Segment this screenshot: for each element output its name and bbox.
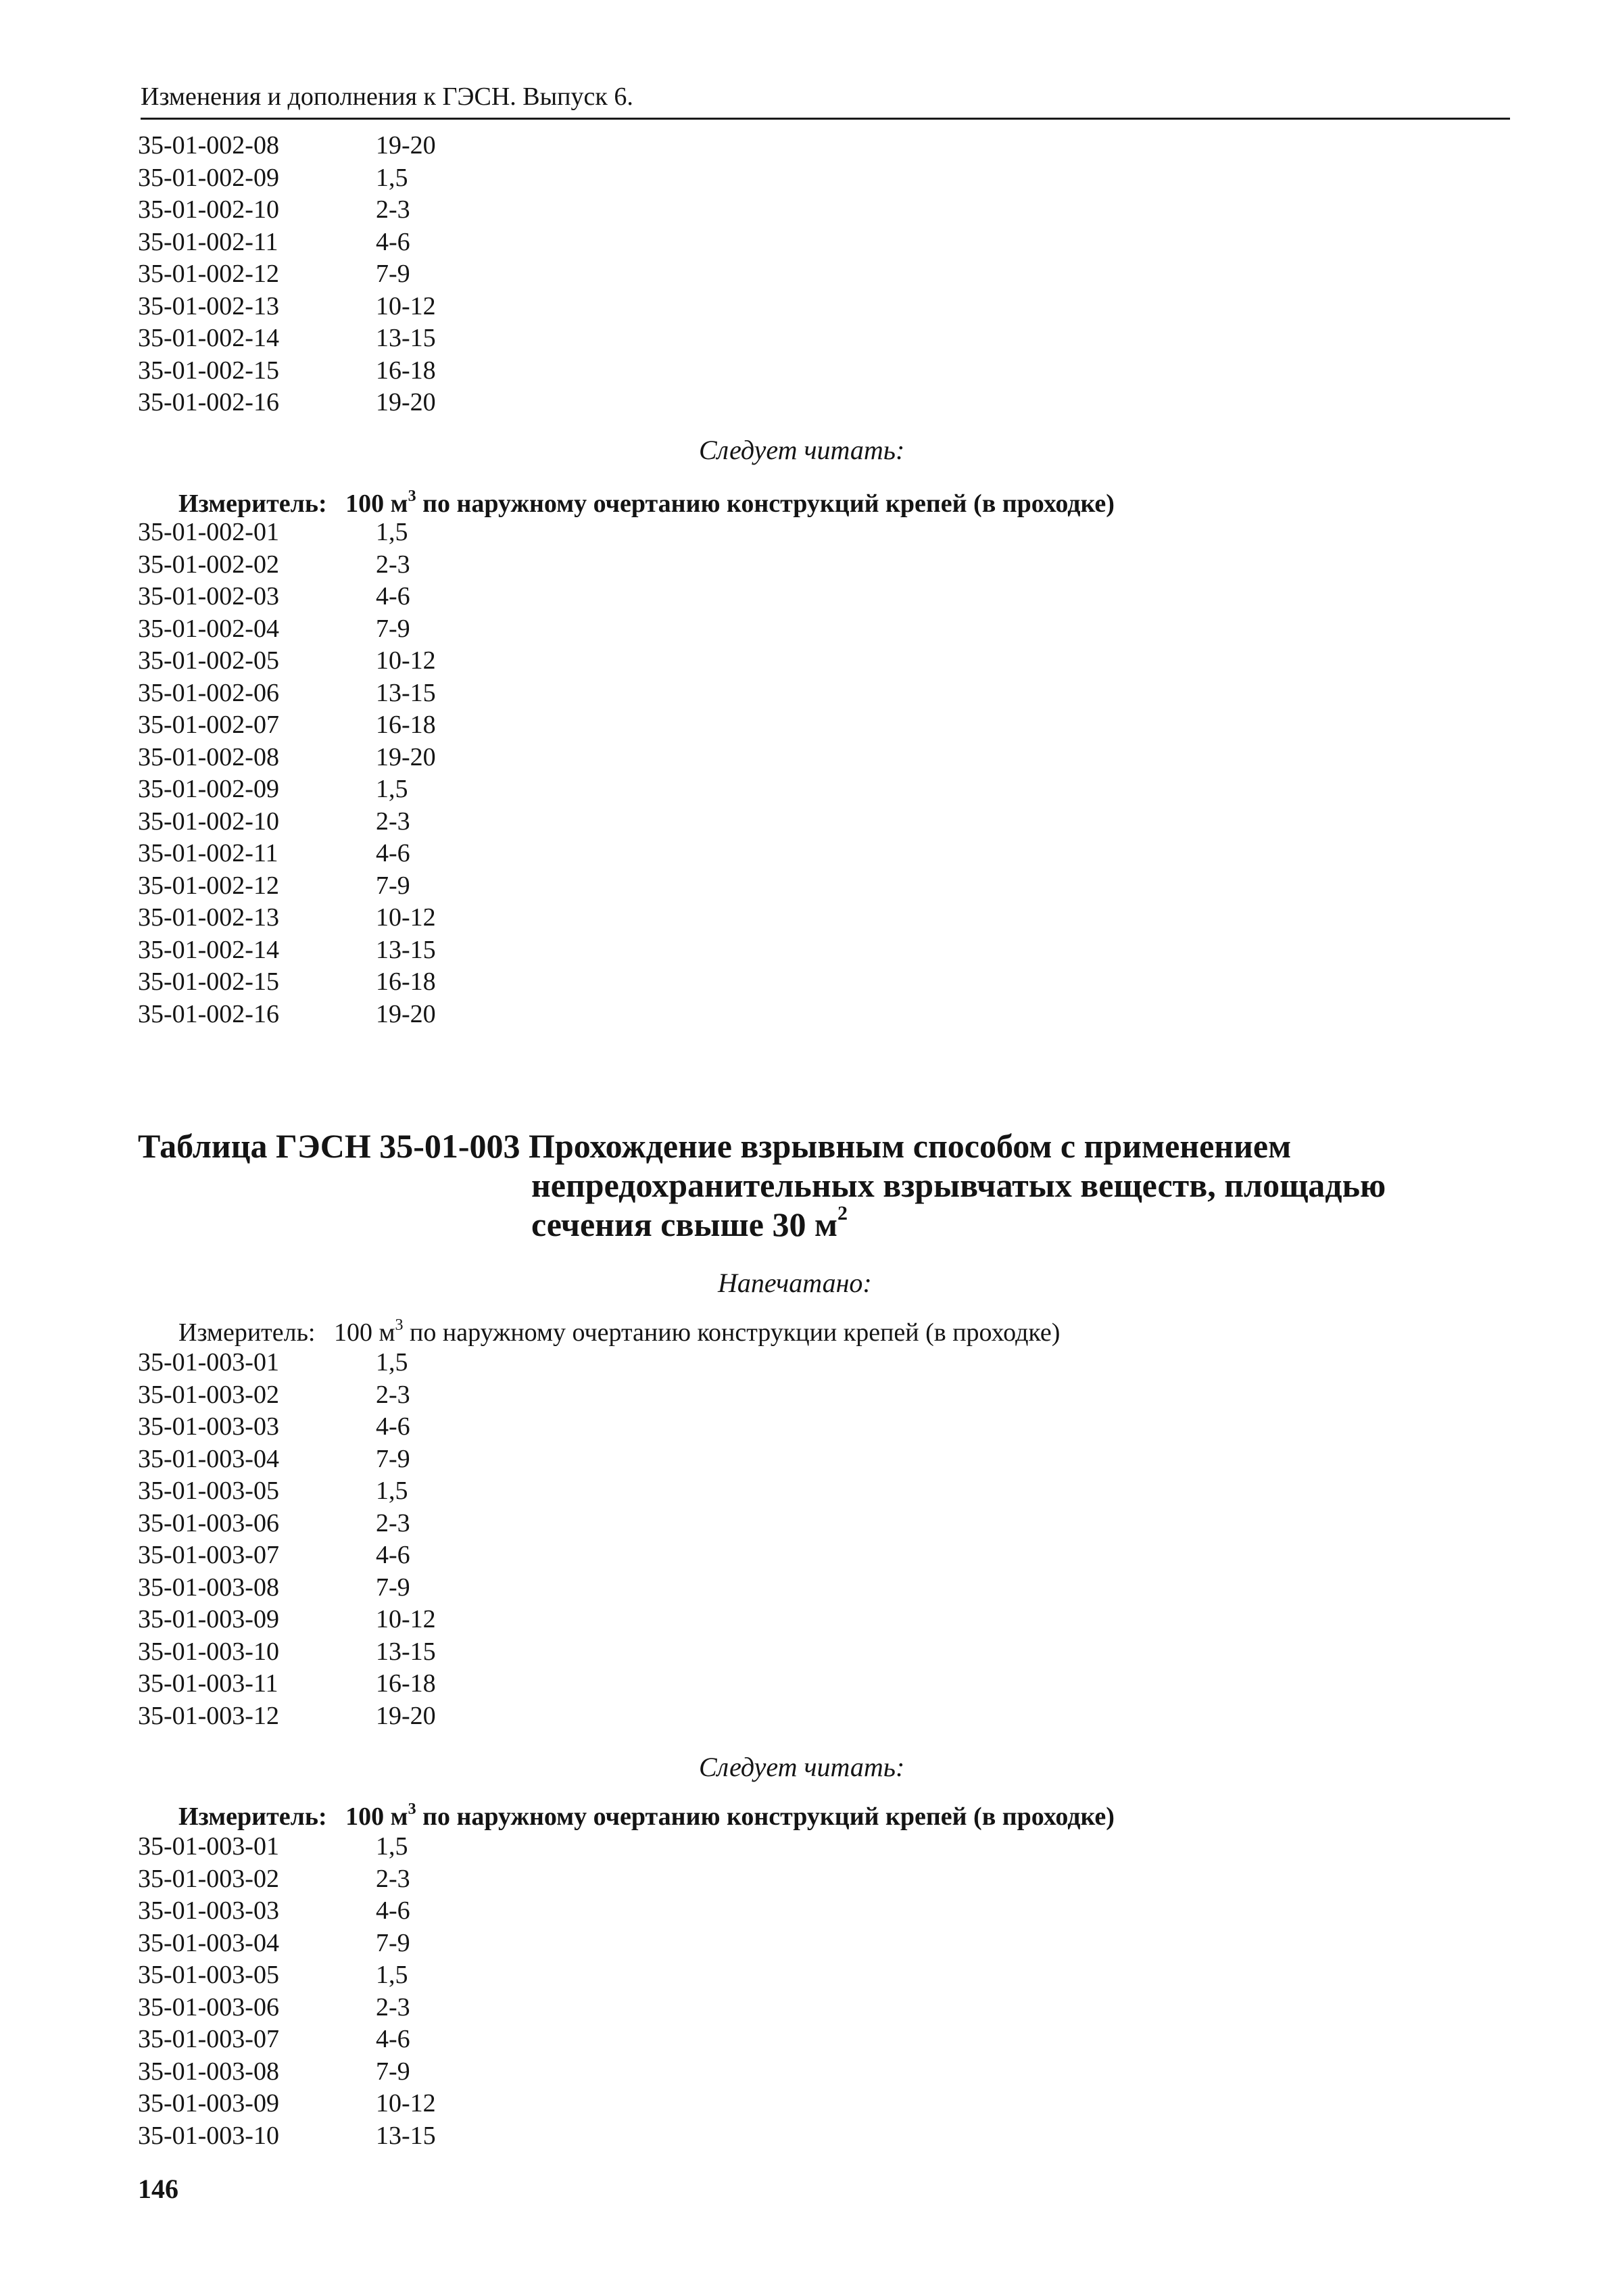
rate-value: 2-3 [376, 550, 410, 579]
measure-line-corrected [178, 1800, 1115, 1831]
rate-code: 35-01-002-04 [138, 614, 279, 643]
rate-value: 13-15 [376, 2121, 436, 2150]
rate-code: 35-01-003-11 [138, 1669, 278, 1698]
rate-value: 2-3 [376, 1380, 410, 1409]
rate-code: 35-01-002-16 [138, 388, 279, 416]
rate-code: 35-01-003-10 [138, 2121, 279, 2150]
measure-label: Измеритель: [178, 489, 327, 518]
rate-value: 4-6 [376, 582, 410, 611]
rate-code: 35-01-002-12 [138, 871, 279, 900]
rate-code: 35-01-003-03 [138, 1412, 279, 1441]
rate-value: 2-3 [376, 195, 410, 224]
rate-code: 35-01-002-11 [138, 839, 278, 867]
rate-value: 4-6 [376, 1412, 410, 1441]
rate-value: 2-3 [376, 1508, 410, 1537]
rate-value: 19-20 [376, 131, 436, 160]
rate-value: 4-6 [376, 227, 410, 256]
rate-value: 13-15 [376, 1637, 436, 1666]
rate-code: 35-01-003-06 [138, 1508, 279, 1537]
rate-code: 35-01-002-11 [138, 227, 278, 256]
rate-code: 35-01-002-07 [138, 711, 279, 739]
rate-value: 4-6 [376, 839, 410, 867]
rate-value: 16-18 [376, 711, 436, 739]
rate-value: 10-12 [376, 1605, 436, 1633]
rate-code: 35-01-003-12 [138, 1701, 279, 1730]
rate-value: 19-20 [376, 999, 436, 1028]
rate-code: 35-01-002-15 [138, 356, 279, 385]
rate-code: 35-01-002-06 [138, 678, 279, 707]
rate-value: 1,5 [376, 1832, 408, 1861]
rate-value: 13-15 [376, 935, 436, 964]
rate-code: 35-01-002-05 [138, 646, 279, 675]
rate-value: 2-3 [376, 1864, 410, 1893]
measure-description: по наружному очертанию конструкций крепей (в проходке) [416, 489, 1115, 518]
rate-value: 10-12 [376, 2089, 436, 2118]
measure-line [178, 487, 1115, 518]
rate-code: 35-01-003-09 [138, 2089, 279, 2118]
rate-code: 35-01-003-03 [138, 1896, 279, 1925]
rate-value: 7-9 [376, 260, 410, 288]
rate-value: 1,5 [376, 1477, 408, 1505]
rate-code: 35-01-003-04 [138, 1928, 279, 1957]
table-title-line3 [531, 1202, 848, 1243]
rate-code: 35-01-002-10 [138, 195, 279, 224]
table-title-line3-sup: 2 [837, 1202, 848, 1224]
rate-code: 35-01-003-05 [138, 1961, 279, 1989]
header-title: Изменения и дополнения к ГЭСН. Выпуск 6. [141, 82, 633, 111]
rate-code: 35-01-002-02 [138, 550, 279, 579]
rate-code: 35-01-003-01 [138, 1832, 279, 1861]
measure-unit: 100 м [334, 1318, 395, 1347]
rate-code: 35-01-002-15 [138, 967, 279, 996]
rate-value: 19-20 [376, 1701, 436, 1730]
rate-value: 16-18 [376, 1669, 436, 1698]
rate-code: 35-01-003-10 [138, 1637, 279, 1666]
rate-code: 35-01-002-16 [138, 999, 279, 1028]
table-title-line1: Таблица ГЭСН 35-01-003 Прохождение взрывным способом с применением [138, 1127, 1292, 1165]
rate-code: 35-01-003-08 [138, 1573, 279, 1602]
rate-value: 10-12 [376, 291, 436, 320]
rate-code: 35-01-002-09 [138, 775, 279, 803]
should-read-heading: Следует читать: [699, 435, 905, 465]
rate-code: 35-01-002-13 [138, 291, 279, 320]
rate-value: 13-15 [376, 678, 436, 707]
rate-value: 4-6 [376, 1896, 410, 1925]
rate-value: 4-6 [376, 2025, 410, 2053]
rate-value: 7-9 [376, 1573, 410, 1602]
measure-label: Измеритель: [178, 1802, 327, 1831]
running-header [141, 80, 1510, 120]
measure-description: по наружному очертанию конструкции крепей (в проходке) [403, 1318, 1061, 1347]
rate-value: 16-18 [376, 356, 436, 385]
rate-code: 35-01-003-06 [138, 1992, 279, 2022]
rate-value: 7-9 [376, 1928, 410, 1957]
rate-code: 35-01-003-08 [138, 2057, 279, 2086]
rate-value: 1,5 [376, 163, 408, 192]
rate-code: 35-01-003-02 [138, 1864, 279, 1893]
rate-value: 1,5 [376, 518, 408, 546]
measure-unit-sup: 3 [408, 487, 416, 505]
rate-value: 2-3 [376, 807, 410, 836]
rate-value: 19-20 [376, 742, 436, 771]
rate-code: 35-01-002-14 [138, 324, 279, 352]
rate-value: 7-9 [376, 871, 410, 900]
table-title-line3-text: сечения свыше 30 м [531, 1205, 838, 1243]
rate-code: 35-01-003-07 [138, 1541, 279, 1569]
rate-code: 35-01-002-09 [138, 163, 279, 192]
rate-value: 7-9 [376, 1444, 410, 1473]
rate-value: 1,5 [376, 1348, 408, 1377]
rate-code: 35-01-002-01 [138, 518, 279, 546]
rate-code: 35-01-002-10 [138, 807, 279, 836]
should-read-heading-2: Следует читать: [699, 1752, 905, 1782]
rate-value: 1,5 [376, 1961, 408, 1989]
rate-code: 35-01-003-07 [138, 2025, 279, 2053]
rate-value: 7-9 [376, 614, 410, 643]
measure-label: Измеритель: [178, 1318, 316, 1347]
rate-code: 35-01-002-14 [138, 935, 279, 964]
table-title-line2: непредохранительных взрывчатых веществ, площадью [531, 1166, 1386, 1204]
rate-code: 35-01-003-02 [138, 1380, 279, 1409]
rate-code: 35-01-003-01 [138, 1348, 279, 1377]
rate-value: 19-20 [376, 388, 436, 416]
rate-code: 35-01-003-04 [138, 1444, 279, 1473]
measure-line-printed [178, 1316, 1061, 1347]
rate-value: 10-12 [376, 646, 436, 675]
measure-unit-sup: 3 [408, 1800, 416, 1818]
rate-value: 1,5 [376, 775, 408, 803]
rate-code: 35-01-002-08 [138, 742, 279, 771]
rate-value: 7-9 [376, 2057, 410, 2086]
measure-unit: 100 м [345, 1802, 408, 1831]
rate-code: 35-01-003-05 [138, 1477, 279, 1505]
rate-code: 35-01-003-09 [138, 1605, 279, 1633]
rate-code: 35-01-002-12 [138, 260, 279, 288]
rate-value: 13-15 [376, 324, 436, 352]
rate-value: 16-18 [376, 967, 436, 996]
printed-heading: Напечатано: [718, 1268, 872, 1298]
page-number: 146 [138, 2174, 178, 2204]
measure-unit-sup: 3 [395, 1316, 404, 1334]
rate-value: 4-6 [376, 1541, 410, 1569]
rate-code: 35-01-002-03 [138, 582, 279, 611]
rate-code: 35-01-002-08 [138, 131, 279, 160]
rate-value: 10-12 [376, 903, 436, 932]
rate-value: 2-3 [376, 1992, 410, 2022]
rate-code: 35-01-002-13 [138, 903, 279, 932]
measure-description: по наружному очертанию конструкций крепей (в проходке) [416, 1802, 1115, 1831]
measure-unit: 100 м [345, 489, 408, 518]
